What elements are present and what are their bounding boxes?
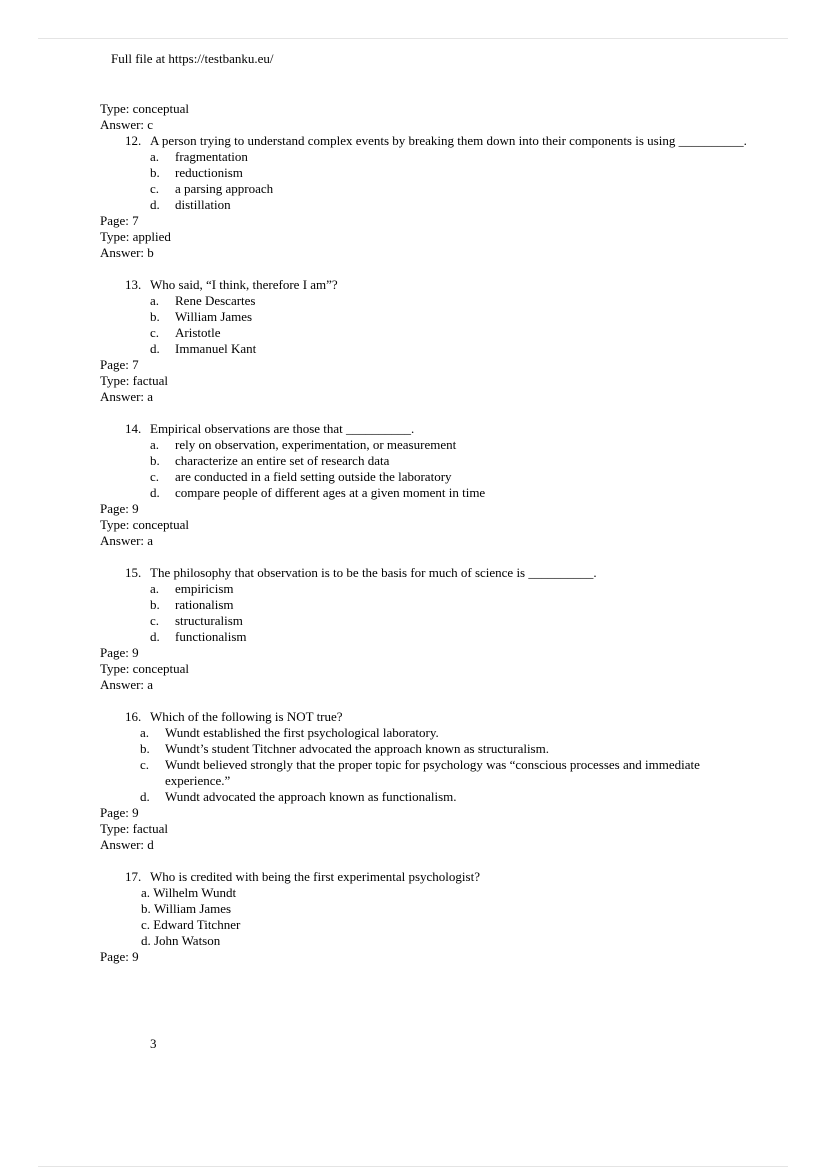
option-text: reductionism [175, 165, 243, 180]
option-a [100, 149, 760, 165]
question-text: Who said, “I think, therefore I am”? [150, 277, 338, 292]
type-line: Type: applied [100, 229, 171, 244]
answer-line: Answer: c [100, 117, 154, 132]
question-text: Who is credited with being the first experimental psychologist? [150, 869, 480, 884]
answer-line: Answer: a [100, 389, 154, 404]
option-text: a parsing approach [175, 181, 274, 196]
header-note: Full file at https://testbanku.eu/ [111, 51, 274, 66]
option-b [100, 597, 760, 613]
option-letter: c. [150, 613, 160, 628]
option-letter: a. [150, 293, 160, 308]
option-letter: a. [150, 581, 160, 596]
question-stem [100, 709, 760, 725]
option-a [100, 581, 760, 597]
option-c [100, 325, 760, 341]
question-number: 13. [125, 277, 142, 292]
page-line: Page: 7 [100, 213, 139, 228]
option-a [100, 885, 760, 901]
option-a [100, 725, 760, 741]
option-letter: b. [150, 309, 160, 324]
option-letter: a. [140, 725, 150, 740]
option-letter: c. [150, 325, 160, 340]
question-number: 14. [125, 421, 142, 436]
question-text: The philosophy that observation is to be the basis for much of science is __________. [150, 565, 597, 580]
question-number: 16. [125, 709, 142, 724]
option-b [100, 741, 760, 757]
page-line: Page: 9 [100, 501, 139, 516]
option-text: rationalism [175, 597, 234, 612]
option-text: fragmentation [175, 149, 248, 164]
question-16 [100, 709, 760, 853]
option-text: Wundt believed strongly that the proper topic for psychology was “conscious processes and immediate experience.” [165, 757, 700, 788]
option-list [100, 725, 760, 805]
page-number: 3 [150, 1036, 157, 1051]
question-stem [100, 869, 760, 885]
type-line: Type: conceptual [100, 661, 189, 676]
option-c [100, 917, 760, 933]
option-letter: c. [150, 181, 160, 196]
page-line: Page: 9 [100, 805, 139, 820]
question-text: Which of the following is NOT true? [150, 709, 343, 724]
question-stem [100, 133, 760, 149]
question-list [100, 101, 760, 965]
option-text: are conducted in a field setting outside the laboratory [175, 469, 452, 484]
type-line: Type: factual [100, 821, 169, 836]
option-letter: d. [141, 933, 151, 948]
option-text: structuralism [175, 613, 243, 628]
question-number: 17. [125, 869, 142, 884]
option-d [100, 197, 760, 213]
option-c [100, 469, 760, 485]
option-d [100, 485, 760, 501]
answer-line: Answer: a [100, 533, 154, 548]
option-list [100, 293, 760, 357]
answer-line: Answer: b [100, 245, 154, 260]
option-letter: d. [150, 629, 160, 644]
option-letter: b. [150, 597, 160, 612]
option-text: rely on observation, experimentation, or measurement [175, 437, 457, 452]
page-line: Page: 9 [100, 645, 139, 660]
option-d [100, 789, 760, 805]
option-b [100, 901, 760, 917]
question-13 [100, 277, 760, 405]
option-text: Aristotle [175, 325, 221, 340]
question-stem [100, 565, 760, 581]
option-text: Wilhelm Wundt [153, 885, 237, 900]
option-text: Wundt’s student Titchner advocated the approach known as structuralism. [165, 741, 549, 756]
question-12 [100, 133, 760, 261]
option-text: Wundt established the first psychological laboratory. [165, 725, 439, 740]
question-text: Empirical observations are those that __________. [150, 421, 415, 436]
type-line: Type: factual [100, 373, 169, 388]
option-text: functionalism [175, 629, 247, 644]
top-rule [38, 38, 788, 39]
option-text: John Watson [154, 933, 221, 948]
option-list [100, 885, 760, 949]
option-letter: c. [140, 757, 150, 772]
option-letter: d. [150, 341, 160, 356]
question-17 [100, 869, 760, 965]
type-line: Type: conceptual [100, 101, 189, 116]
option-letter: b. [140, 741, 150, 756]
option-d [100, 341, 760, 357]
answer-line: Answer: a [100, 677, 154, 692]
option-letter: d. [150, 197, 160, 212]
option-letter: d. [150, 485, 160, 500]
option-letter: b. [150, 165, 160, 180]
option-list [100, 581, 760, 645]
type-line: Type: conceptual [100, 517, 189, 532]
option-text: distillation [175, 197, 231, 212]
option-c [100, 181, 760, 197]
question-number: 15. [125, 565, 142, 580]
option-list [100, 149, 760, 213]
option-letter: b. [141, 901, 151, 916]
page-line: Page: 9 [100, 949, 139, 964]
option-letter: c. [141, 917, 151, 932]
option-letter: a. [141, 885, 151, 900]
option-text: Wundt advocated the approach known as functionalism. [165, 789, 457, 804]
bottom-rule [38, 1166, 788, 1167]
option-letter: b. [150, 453, 160, 468]
option-d [100, 629, 760, 645]
question-stem [100, 277, 760, 293]
option-text: characterize an entire set of research data [175, 453, 390, 468]
option-list [100, 437, 760, 501]
page-line: Page: 7 [100, 357, 139, 372]
option-text: compare people of different ages at a given moment in time [175, 485, 486, 500]
option-letter: d. [140, 789, 150, 804]
option-text: William James [175, 309, 253, 324]
option-letter: c. [150, 469, 160, 484]
option-text: Rene Descartes [175, 293, 256, 308]
question-15 [100, 565, 760, 693]
option-b [100, 453, 760, 469]
option-text: Edward Titchner [153, 917, 241, 932]
option-d [100, 933, 760, 949]
option-c [100, 613, 760, 629]
option-text: empiricism [175, 581, 234, 596]
question-text: A person trying to understand complex events by breaking them down into their components is using __________. [150, 133, 747, 148]
option-letter: a. [150, 149, 160, 164]
option-letter: a. [150, 437, 160, 452]
option-a [100, 293, 760, 309]
option-text: Immanuel Kant [175, 341, 257, 356]
question-stem [100, 421, 760, 437]
option-text: William James [154, 901, 232, 916]
option-c [100, 757, 760, 789]
answer-line: Answer: d [100, 837, 154, 852]
option-b [100, 165, 760, 181]
option-b [100, 309, 760, 325]
option-a [100, 437, 760, 453]
question-number: 12. [125, 133, 142, 148]
question-14 [100, 421, 760, 549]
